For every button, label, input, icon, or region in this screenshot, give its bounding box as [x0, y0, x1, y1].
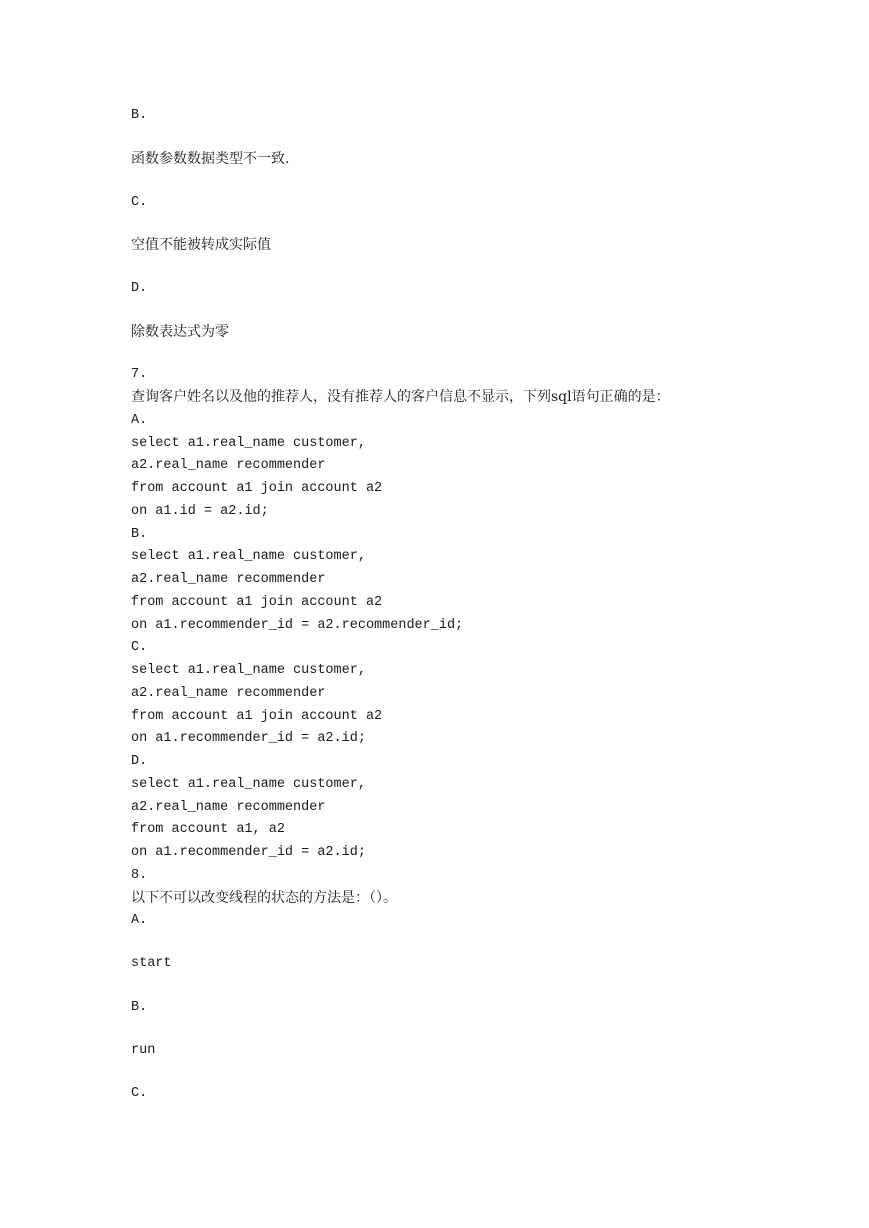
q7-option-d-line: from account a1, a2 [131, 822, 285, 837]
q7-option-b-line: select a1.real_name customer, [131, 549, 366, 564]
q6-option-c-label: C. [131, 195, 148, 210]
q8-option-c-label: C. [131, 1086, 148, 1101]
q7-option-b-line: a2.real_name recommender [131, 572, 326, 587]
q6-option-d-label: D. [131, 281, 148, 296]
q6-option-b-label: B. [131, 108, 148, 123]
q7-option-a-line: a2.real_name recommender [131, 458, 326, 473]
q7-option-a-line: from account a1 join account a2 [131, 481, 383, 496]
q7-option-a-label: A. [131, 413, 148, 428]
q6-option-c-text: 空值不能被转成实际值 [131, 237, 271, 253]
q7-option-b-line: from account a1 join account a2 [131, 595, 383, 610]
q7-option-b-line: on a1.recommender_id = a2.recommender_id; [131, 618, 464, 633]
q7-option-b-label: B. [131, 527, 148, 542]
q7-option-d-line: a2.real_name recommender [131, 800, 326, 815]
q7-number: 7. [131, 367, 148, 382]
q8-number: 8. [131, 868, 148, 883]
q8-stem: 以下不可以改变线程的状态的方法是：（）。 [131, 890, 397, 906]
q7-option-c-line: on a1.recommender_id = a2.id; [131, 731, 366, 746]
q7-option-d-line: select a1.real_name customer, [131, 777, 366, 792]
q7-option-c-line: select a1.real_name customer, [131, 663, 366, 678]
q7-option-c-line: from account a1 join account a2 [131, 709, 383, 724]
q7-option-a-line: select a1.real_name customer, [131, 436, 366, 451]
q8-option-a-label: A. [131, 913, 148, 928]
q8-option-b-label: B. [131, 1000, 148, 1015]
q8-option-b-text: run [131, 1043, 156, 1058]
q6-option-b-text: 函数参数数据类型不一致. [131, 151, 290, 167]
q7-option-a-line: on a1.id = a2.id; [131, 504, 269, 519]
q8-option-a-text: start [131, 956, 172, 971]
q7-option-c-line: a2.real_name recommender [131, 686, 326, 701]
q7-stem: 查询客户姓名以及他的推荐人，没有推荐人的客户信息不显示，下列sql语句正确的是： [131, 389, 670, 405]
q6-option-d-text: 除数表达式为零 [131, 324, 229, 340]
q7-option-d-label: D. [131, 754, 148, 769]
q7-option-c-label: C. [131, 640, 148, 655]
q7-option-d-line: on a1.recommender_id = a2.id; [131, 845, 366, 860]
